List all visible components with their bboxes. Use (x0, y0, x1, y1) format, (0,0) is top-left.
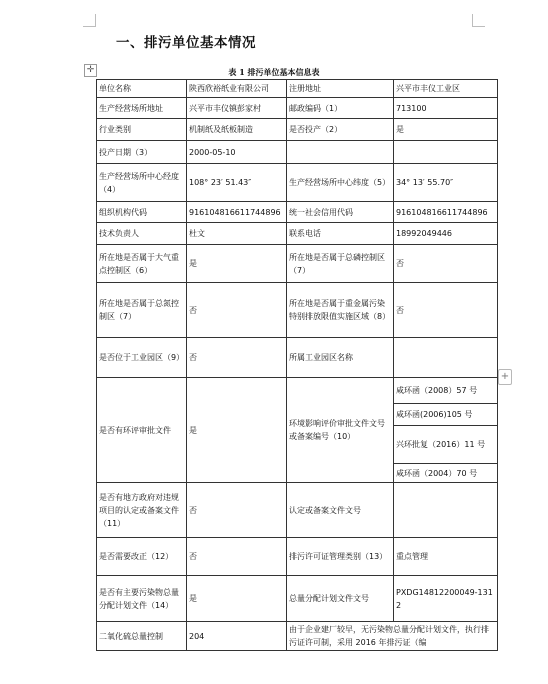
field-value[interactable]: 204 (187, 622, 287, 651)
page-corner-mark (472, 14, 485, 27)
field-label: 统一社会信用代码 (287, 202, 394, 223)
field-label: 投产日期（3） (97, 141, 187, 164)
eia-doc-number[interactable]: 兴环批复（2016）11 号 (394, 426, 498, 464)
field-label: 生产经营场所中心经度（4） (97, 164, 187, 202)
field-label: 行业类别 (97, 119, 187, 141)
field-label: 是否有主要污染物总量分配计划文件（14） (97, 576, 187, 622)
table-row (97, 80, 498, 98)
field-value[interactable]: 重点管理 (394, 538, 498, 576)
field-label: 是否有环评审批文件 (97, 378, 187, 483)
table-row (97, 622, 498, 651)
note-text: 由于企业建厂较早，无污染物总量分配计划文件，执行排污证许可制，采用 2016 年排污证（编 (287, 622, 498, 651)
field-label: 总量分配计划文件文号 (287, 576, 394, 622)
table-row (97, 538, 498, 576)
field-label: 是否投产（2） (287, 119, 394, 141)
field-label: 所在地是否属于大气重点控制区（6） (97, 245, 187, 283)
table-row (97, 141, 498, 164)
field-value[interactable]: 否 (187, 483, 287, 538)
field-label: 所在地是否属于总磷控制区（7） (287, 245, 394, 283)
field-value[interactable]: 陕西欣裕纸业有限公司 (187, 80, 287, 98)
field-label: 生产经营场所中心纬度（5） (287, 164, 394, 202)
field-value[interactable]: 否 (187, 283, 287, 338)
field-label: 认定或备案文件文号 (287, 483, 394, 538)
table-row (97, 338, 498, 378)
table-row (97, 378, 498, 404)
field-value[interactable]: 18992049446 (394, 223, 498, 245)
field-value[interactable]: 否 (187, 538, 287, 576)
page-corner-mark (83, 14, 96, 27)
table-row (97, 98, 498, 119)
field-value[interactable]: 2000-05-10 (187, 141, 287, 164)
field-value[interactable]: 108° 23′ 51.43″ (187, 164, 287, 202)
field-value[interactable]: 是 (187, 576, 287, 622)
move-cross-icon[interactable]: ✛ (84, 64, 97, 77)
field-label (287, 141, 394, 164)
field-value[interactable]: 否 (187, 338, 287, 378)
field-label: 是否位于工业园区（9） (97, 338, 187, 378)
table-row (97, 245, 498, 283)
field-value[interactable]: 兴平市丰仪镇彭家村 (187, 98, 287, 119)
field-value[interactable] (394, 141, 498, 164)
field-label: 是否需要改正（12） (97, 538, 187, 576)
field-label: 排污许可证管理类别（13） (287, 538, 394, 576)
field-value[interactable]: 兴平市丰仪工业区 (394, 80, 498, 98)
field-value[interactable]: 否 (394, 245, 498, 283)
field-label: 是否有地方政府对违规项目的认定或备案文件（11） (97, 483, 187, 538)
eia-doc-number[interactable]: 咸环函（2008）57 号 (394, 378, 498, 404)
field-value[interactable]: 34° 13′ 55.70″ (394, 164, 498, 202)
field-value[interactable]: 杜文 (187, 223, 287, 245)
info-table (96, 79, 498, 651)
field-label: 所在地是否属于总氮控制区（7） (97, 283, 187, 338)
section-heading: 一、排污单位基本情况 (116, 35, 256, 51)
field-value[interactable]: 是 (187, 378, 287, 483)
table-row (97, 283, 498, 338)
field-label: 注册地址 (287, 80, 394, 98)
table-caption: 表 1 排污单位基本信息表 (228, 67, 320, 77)
field-label: 所属工业园区名称 (287, 338, 394, 378)
eia-doc-number[interactable]: 咸环函(2006)105 号 (394, 404, 498, 426)
table-row (97, 202, 498, 223)
field-label: 所在地是否属于重金属污染特别排放限值实施区域（8） (287, 283, 394, 338)
field-value[interactable]: 713100 (394, 98, 498, 119)
table-row (97, 223, 498, 245)
field-label: 邮政编码（1） (287, 98, 394, 119)
field-label: 技术负责人 (97, 223, 187, 245)
field-value[interactable]: 否 (394, 283, 498, 338)
plus-icon[interactable]: + (498, 369, 512, 385)
table-row (97, 119, 498, 141)
table-row (97, 576, 498, 622)
field-label: 单位名称 (97, 80, 187, 98)
field-label: 生产经营场所地址 (97, 98, 187, 119)
field-label: 二氧化硫总量控制 (97, 622, 187, 651)
table-row (97, 164, 498, 202)
field-label: 联系电话 (287, 223, 394, 245)
field-value[interactable]: 是 (187, 245, 287, 283)
field-label: 环境影响评价审批文件文号或备案编号（10） (287, 378, 394, 483)
field-value[interactable]: 机制纸及纸板制造 (187, 119, 287, 141)
field-value[interactable]: 是 (394, 119, 498, 141)
field-value[interactable]: 916104816611744896 (187, 202, 287, 223)
field-label: 组织机构代码 (97, 202, 187, 223)
field-value[interactable]: 916104816611744896 (394, 202, 498, 223)
field-value[interactable]: PXDG14812200049-1312 (394, 576, 498, 622)
eia-doc-number[interactable]: 咸环函（2004）70 号 (394, 464, 498, 483)
field-value[interactable] (394, 483, 498, 538)
field-value[interactable] (394, 338, 498, 378)
table-row (97, 483, 498, 538)
